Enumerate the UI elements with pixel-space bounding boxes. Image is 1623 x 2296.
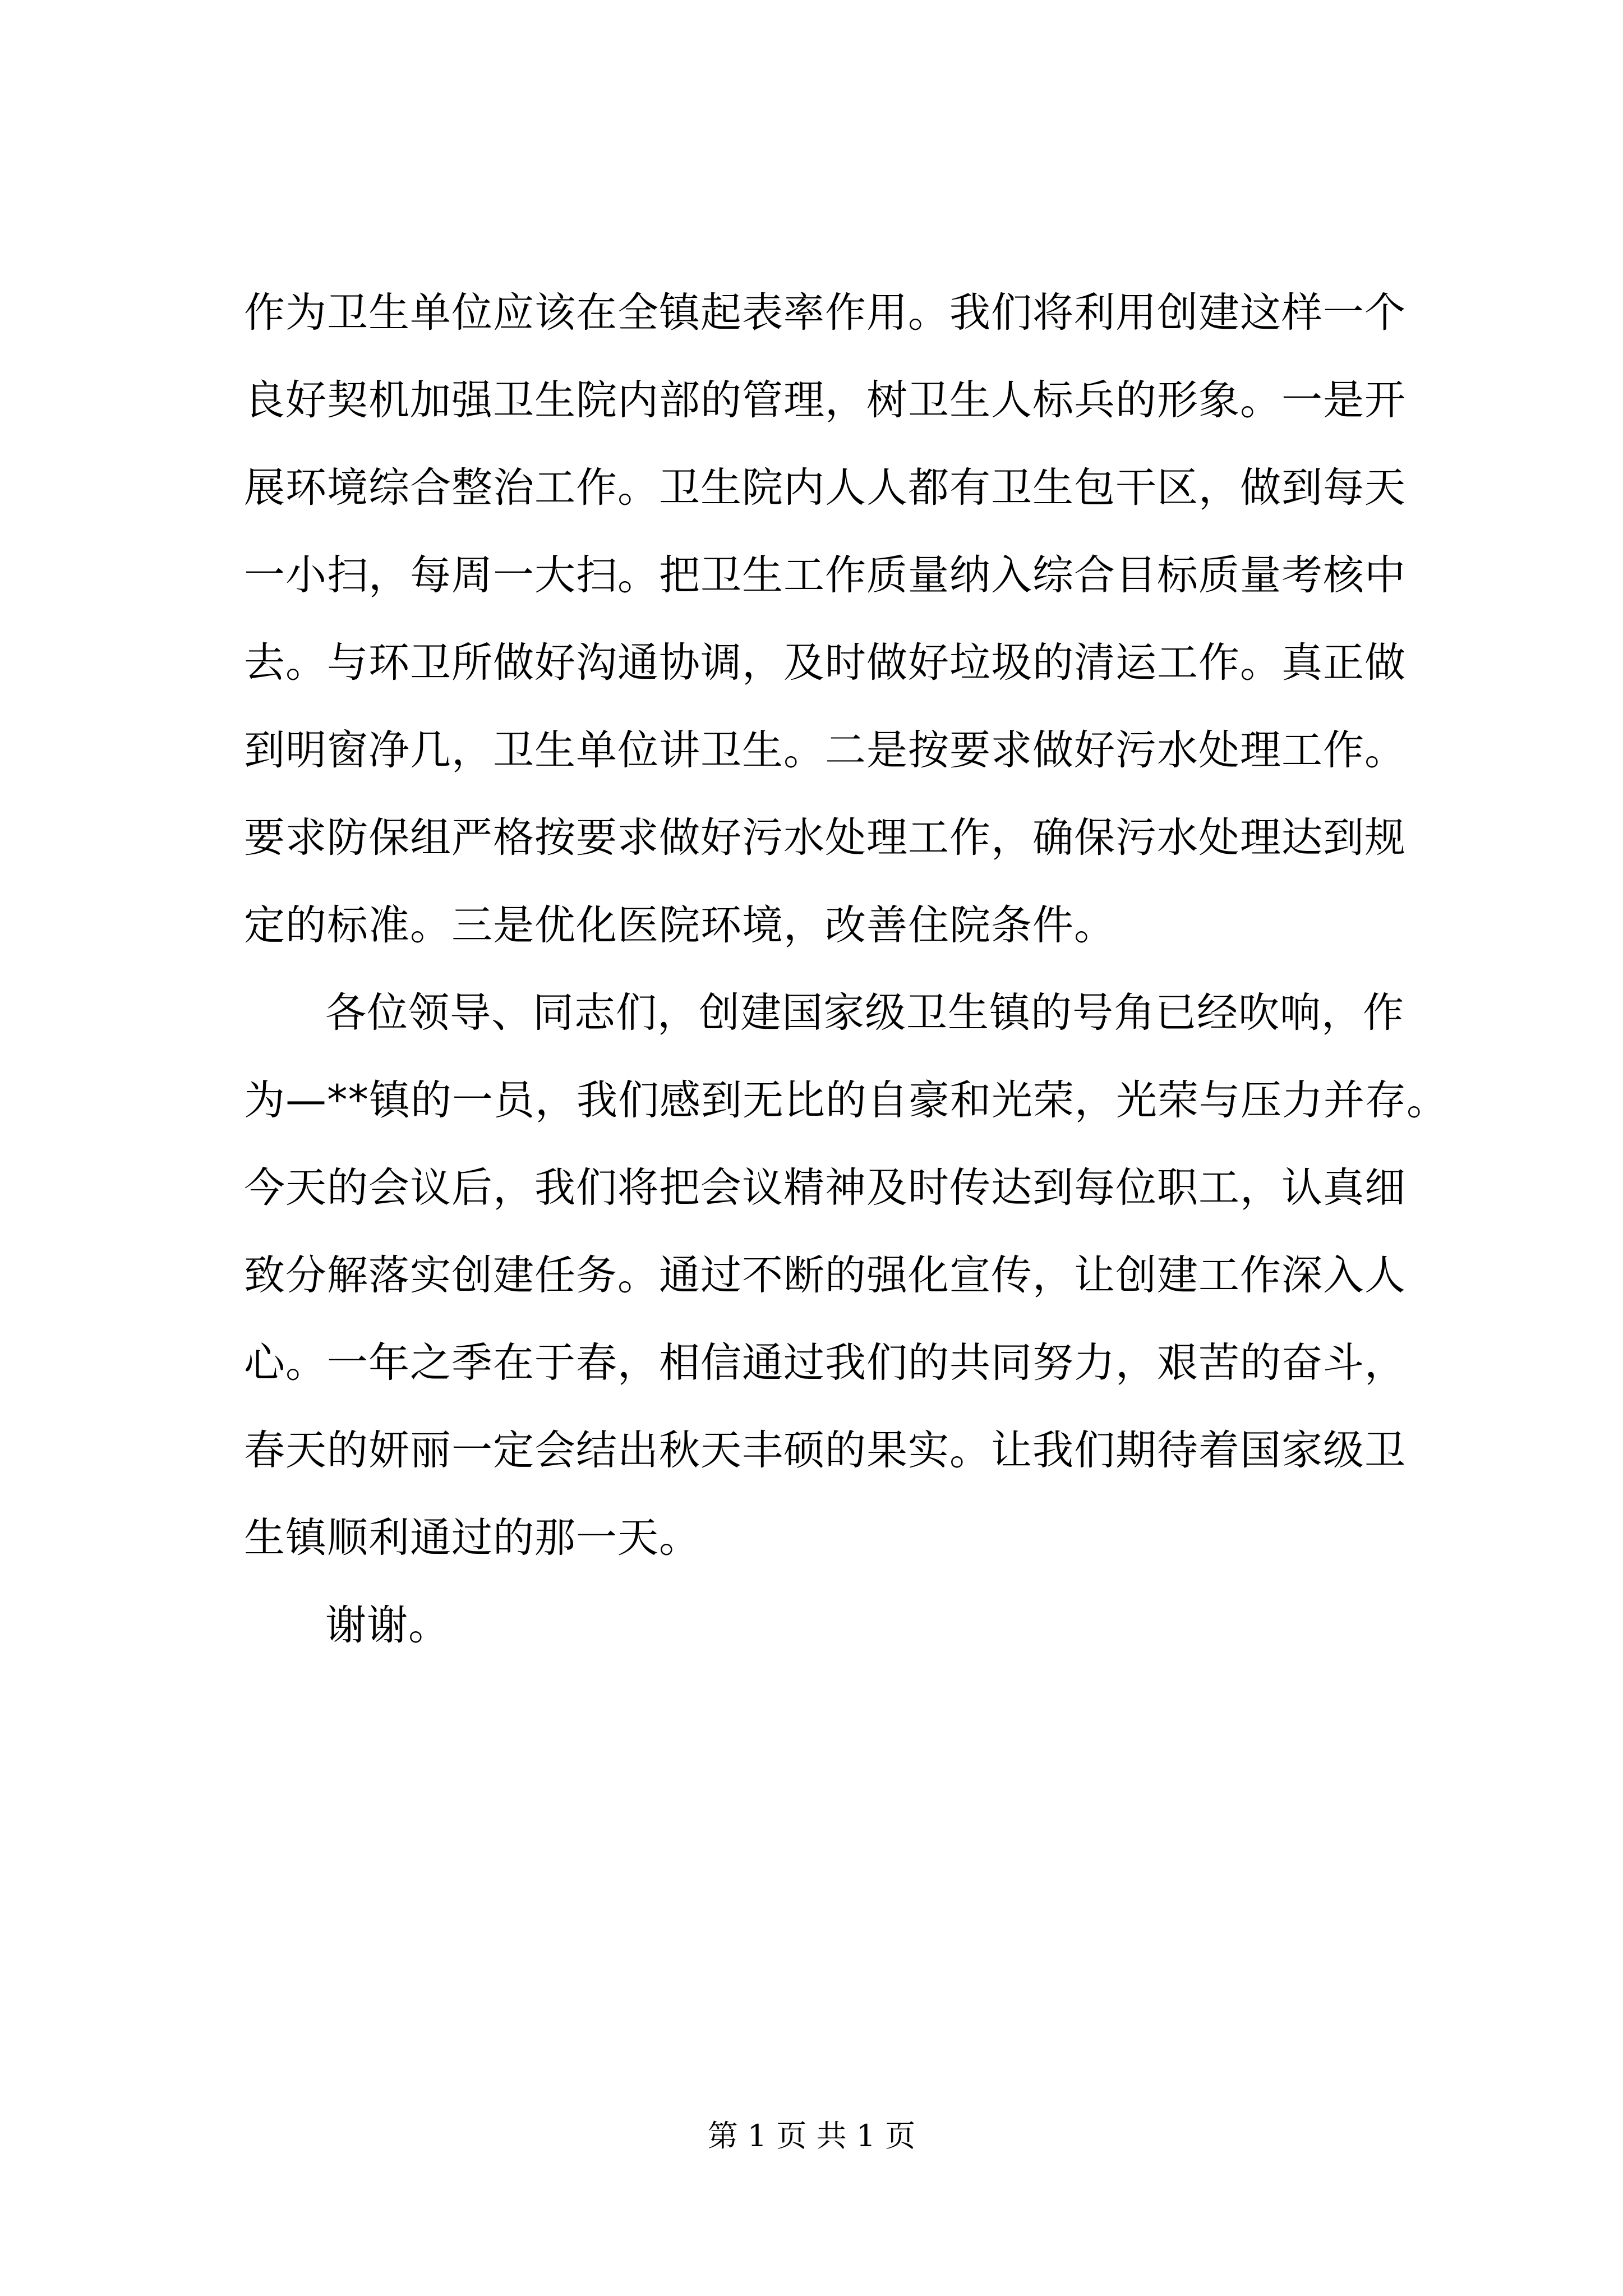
paragraph-line: 致分解落实创建任务。通过不断的强化宣传，让创建工作深入人 (244, 1251, 1406, 1299)
paragraph-line: 定的标准。三是优化医院环境，改善住院条件。 (244, 901, 1115, 949)
document-body (244, 269, 1448, 1669)
paragraph-line: 去。与环卫所做好沟通协调，及时做好垃圾的清运工作。真正做 (244, 639, 1406, 687)
paragraph-line: 要求防保组严格按要求做好污水处理工作，确保污水处理达到规 (244, 814, 1406, 862)
paragraph-line: 到明窗净几，卫生单位讲卫生。二是按要求做好污水处理工作。 (244, 726, 1406, 774)
paragraph-line: 各位领导、同志们，创建国家级卫生镇的号角已经吹响，作 (325, 989, 1404, 1037)
paragraph-line: 为—**镇的一员，我们感到无比的自豪和光荣，光荣与压力并存。 (244, 1076, 1448, 1124)
paragraph-line: 春天的妍丽一定会结出秋天丰硕的果实。让我们期待着国家级卫 (244, 1427, 1406, 1474)
paragraph-line: 一小扫，每周一大扫。把卫生工作质量纳入综合目标质量考核中 (244, 551, 1406, 599)
paragraph-line: 展环境综合整治工作。卫生院内人人都有卫生包干区，做到每天 (244, 464, 1406, 512)
closing-line: 谢谢。 (325, 1602, 450, 1649)
paragraph-line: 今天的会议后，我们将把会议精神及时传达到每位职工，认真细 (244, 1164, 1406, 1212)
paragraph-line: 生镇顺利通过的那一天。 (244, 1514, 700, 1562)
paragraph-line: 作为卫生单位应该在全镇起表率作用。我们将利用创建这样一个 (244, 289, 1406, 337)
paragraph-line: 心。一年之季在于春，相信通过我们的共同努力，艰苦的奋斗， (244, 1339, 1406, 1387)
paragraph-line: 良好契机加强卫生院内部的管理，树卫生人标兵的形象。一是开 (244, 376, 1406, 424)
page-footer: 第 1 页 共 1 页 (707, 2118, 916, 2154)
